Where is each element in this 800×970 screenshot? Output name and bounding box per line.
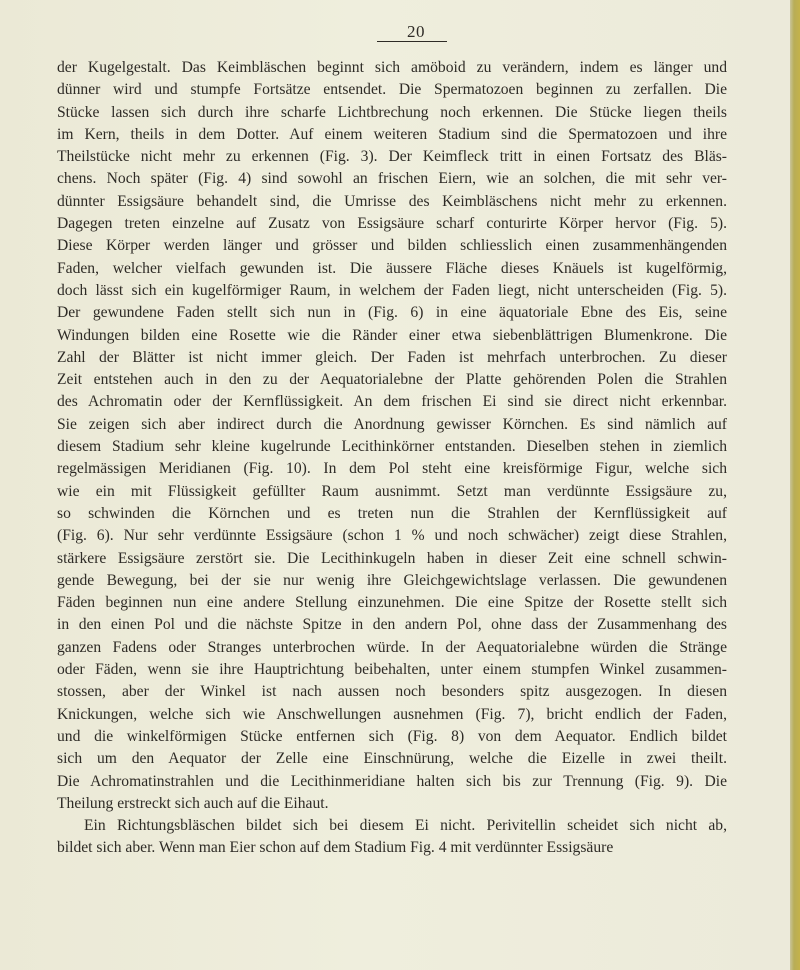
body-text — [57, 57, 727, 860]
text-line: ganzen Fadens oder Stranges unterbrochen würde. In der Aequatorialebne würden die Stränge — [57, 638, 727, 656]
paragraph-start-line: Ein Richtungsbläschen bildet sich bei diesem Ei nicht. Perivitellin scheidet sich nicht ab, — [84, 817, 727, 835]
text-line: Stücke lassen sich durch ihre scharfe Lichtbrechung noch erkennen. Die Stücke liegen theils — [57, 103, 727, 121]
text-line: Zeit entstehen auch in den zu der Aequatorialebne der Platte gehörenden Polen die Strahlen — [57, 371, 727, 389]
text-line: Der gewundene Faden stellt sich nun in (Fig. 6) in eine äquatoriale Ebne des Eis, seine — [57, 304, 727, 322]
text-line: gende Bewegung, bei der sie nur wenig ihre Gleichgewichtslage verlassen. Die gewundenen — [57, 571, 727, 589]
text-line: Die Achromatinstrahlen und die Lecithinmeridiane halten sich bis zur Trennung (Fig. 9). Die — [57, 772, 727, 790]
text-line: Windungen bilden eine Rosette wie die Ränder einer etwa siebenblättrigen Blumenkrone. Die — [57, 326, 727, 344]
text-line: dünner wird und stumpfe Fortsätze entsendet. Die Spermatozoen beginnen zu zerfallen. Die — [57, 81, 727, 99]
text-line: Theilstücke nicht mehr zu erkennen (Fig. 3). Der Keimfleck tritt in einen Fortsatz des Bläs- — [57, 148, 727, 166]
text-line: Diese Körper werden länger und grösser und bilden schliesslich einen zusammenhängenden — [57, 237, 727, 255]
text-line: bildet sich aber. Wenn man Eier schon auf dem Stadium Fig. 4 mit verdünnter Essigsäure — [57, 839, 614, 857]
text-line: doch lässt sich ein kugelförmiger Raum, in welchem der Faden liegt, nicht unterscheiden (Fig. 5). — [57, 281, 727, 299]
text-line: im Kern, theils in dem Dotter. Auf einem weiteren Stadium sind die Spermatozoen und ihre — [57, 125, 727, 143]
text-line: Fäden beginnen nun eine andere Stellung einzunehmen. Die eine Spitze der Rosette stellt sich — [57, 594, 727, 612]
text-line: des Achromatin oder der Kernflüssigkeit. An dem frischen Ei sind sie direct nicht erkennbar. — [57, 393, 727, 411]
text-line: oder Fäden, wenn sie ihre Hauptrichtung beibehalten, unter einem stumpfen Winkel zusammen- — [57, 661, 727, 679]
text-line: (Fig. 6). Nur sehr verdünnte Essigsäure (schon 1 % und noch schwächer) zeigt diese Strahlen, — [57, 527, 727, 545]
text-line: regelmässigen Meridianen (Fig. 10). In dem Pol steht eine kreisförmige Figur, welche sich — [57, 460, 727, 478]
text-line: chens. Noch später (Fig. 4) sind sowohl an frischen Eiern, wie an solchen, die mit sehr ver- — [57, 170, 727, 188]
text-line: Knickungen, welche sich wie Anschwellungen ausnehmen (Fig. 7), bricht endlich der Faden, — [57, 705, 727, 723]
text-line: stärkere Essigsäure zerstört sie. Die Lecithinkugeln haben in dieser Zeit eine schnell schwin- — [57, 549, 727, 567]
text-line: in den einen Pol und die nächste Spitze in den andern Pol, ohne dass der Zusammenhang des — [57, 616, 727, 634]
text-line: der Kugelgestalt. Das Keimbläschen beginnt sich amöboid zu verändern, indem es länger und — [57, 59, 727, 76]
text-line: dünnter Essigsäure behandelt sind, die Umrisse des Keimbläschens nicht mehr zu erkennen. — [57, 192, 727, 210]
text-line: sich um den Aequator der Zelle eine Einschnürung, welche die Eizelle in zwei theilt. — [57, 750, 727, 768]
text-line: stossen, aber der Winkel ist nach aussen noch besonders spitz ausgezogen. In diesen — [57, 683, 727, 701]
paragraph-end-line: Theilung erstreckt sich auch auf die Eihaut. — [57, 794, 329, 812]
text-line: und die winkelförmigen Stücke entfernen sich (Fig. 8) von dem Aequator. Endlich bildet — [57, 727, 727, 745]
page-number-rule — [377, 41, 447, 42]
text-line: so schwinden die Körnchen und es treten nun die Strahlen der Kernflüssigkeit auf — [57, 504, 727, 522]
text-line: wie ein mit Flüssigkeit gefüllter Raum ausnimmt. Setzt man verdünnte Essigsäure zu, — [57, 482, 727, 500]
text-line: Faden, welcher vielfach gewunden ist. Die äussere Fläche dieses Knäuels ist kugelförmig, — [57, 259, 727, 277]
text-line: diesem Stadium sehr kleine kugelrunde Lecithinkörner entstanden. Dieselben stehen in ziemlich — [57, 438, 727, 456]
page-edge — [790, 0, 800, 970]
text-line: Dagegen treten einzelne auf Zusatz von Essigsäure scharf conturirte Körper hervor (Fig. 5). — [57, 215, 727, 233]
text-line: Sie zeigen sich aber indirect durch die Anordnung gewisser Körnchen. Es sind nämlich auf — [57, 415, 727, 433]
page-number: 20 — [407, 22, 425, 41]
text-line: Zahl der Blätter ist nicht immer gleich. Der Faden ist mehrfach unterbrochen. Zu dieser — [57, 348, 727, 366]
